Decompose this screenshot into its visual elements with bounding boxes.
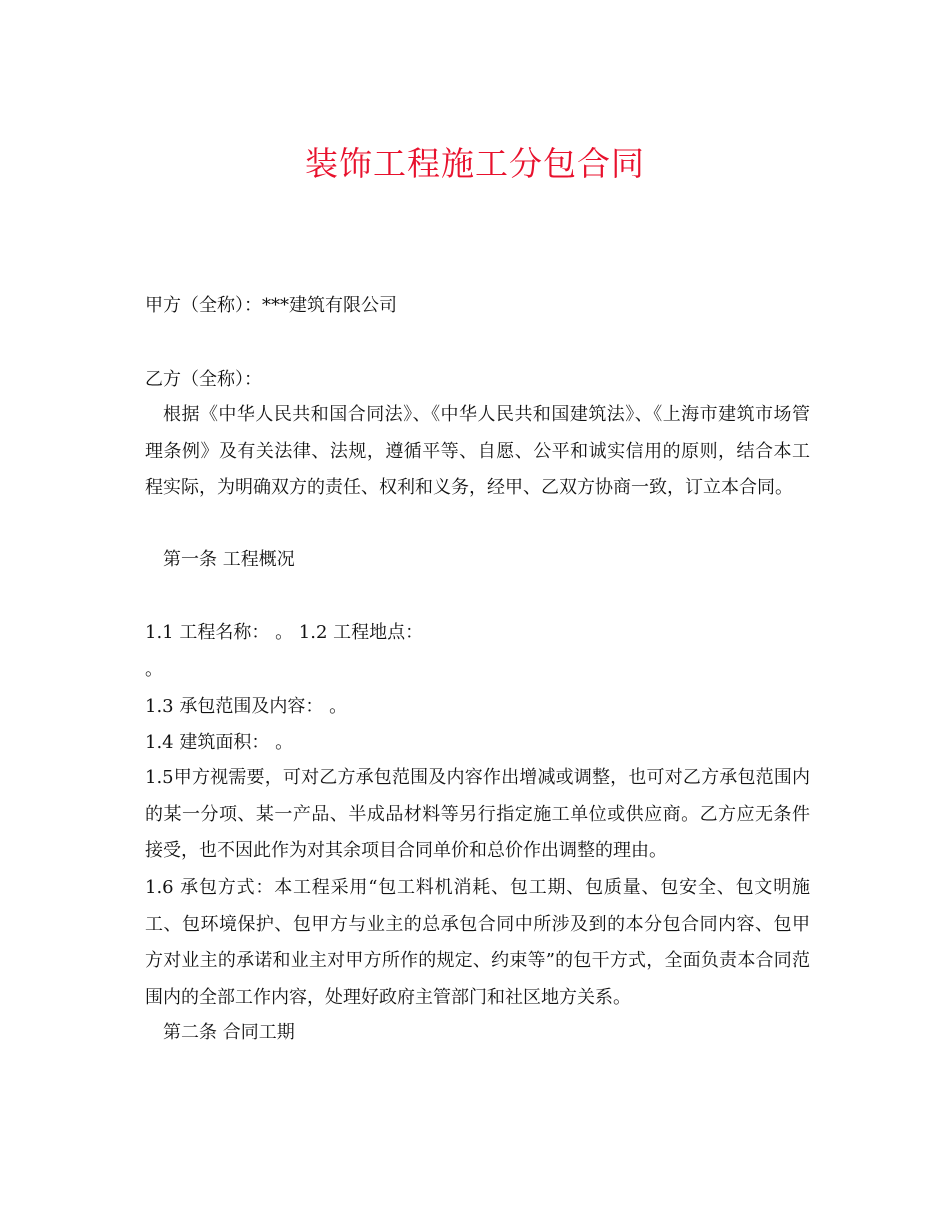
clause-1-1-and-1-2: 1.1 工程名称： 。 1.2 工程地点： (145, 622, 424, 643)
document-title: 装饰工程施工分包合同 (305, 144, 645, 183)
clause-1-6: 1.6 承包方式：本工程采用“包工料机消耗、包工期、包质量、包安全、包文明施工、包环境保护、包甲方与业主的总承包合同中所涉及到的本分包合同内容、包甲方对业主的承诺和业主对甲方所作的规定、约束等”的包干方式，全面负责本合同范围内的全部工作内容，处理好政府主管部门和社区地方关系。 (145, 877, 810, 1008)
party-a-line: 甲方（全称）：***建筑有限公司 (145, 295, 397, 316)
clause-1-3: 1.3 承包范围及内容： 。 (145, 696, 348, 717)
article-1-heading: 第一条 工程概况 (163, 549, 295, 570)
party-b-line: 乙方（全称）： (145, 369, 262, 390)
clause-1-5: 1.5甲方视需要，可对乙方承包范围及内容作出增减或调整，也可对乙方承包范围内的某一分项、某一产品、半成品材料等另行指定施工单位或供应商。乙方应无条件接受，也不因此作为对其余项目合同单价和总价作出调整的理由。 (145, 767, 810, 861)
clause-1-2-continuation: 。 (145, 659, 163, 680)
clause-1-4: 1.4 建筑面积： 。 (145, 732, 294, 753)
preamble-paragraph: 根据《中华人民共和国合同法》、《中华人民共和国建筑法》、《上海市建筑市场管理条例》及有关法律、法规，遵循平等、自愿、公平和诚实信用的原则，结合本工程实际，为明确双方的责任、权利和义务，经甲、乙双方协商一致，订立本合同。 (145, 404, 810, 498)
article-2-heading: 第二条 合同工期 (163, 1022, 295, 1043)
